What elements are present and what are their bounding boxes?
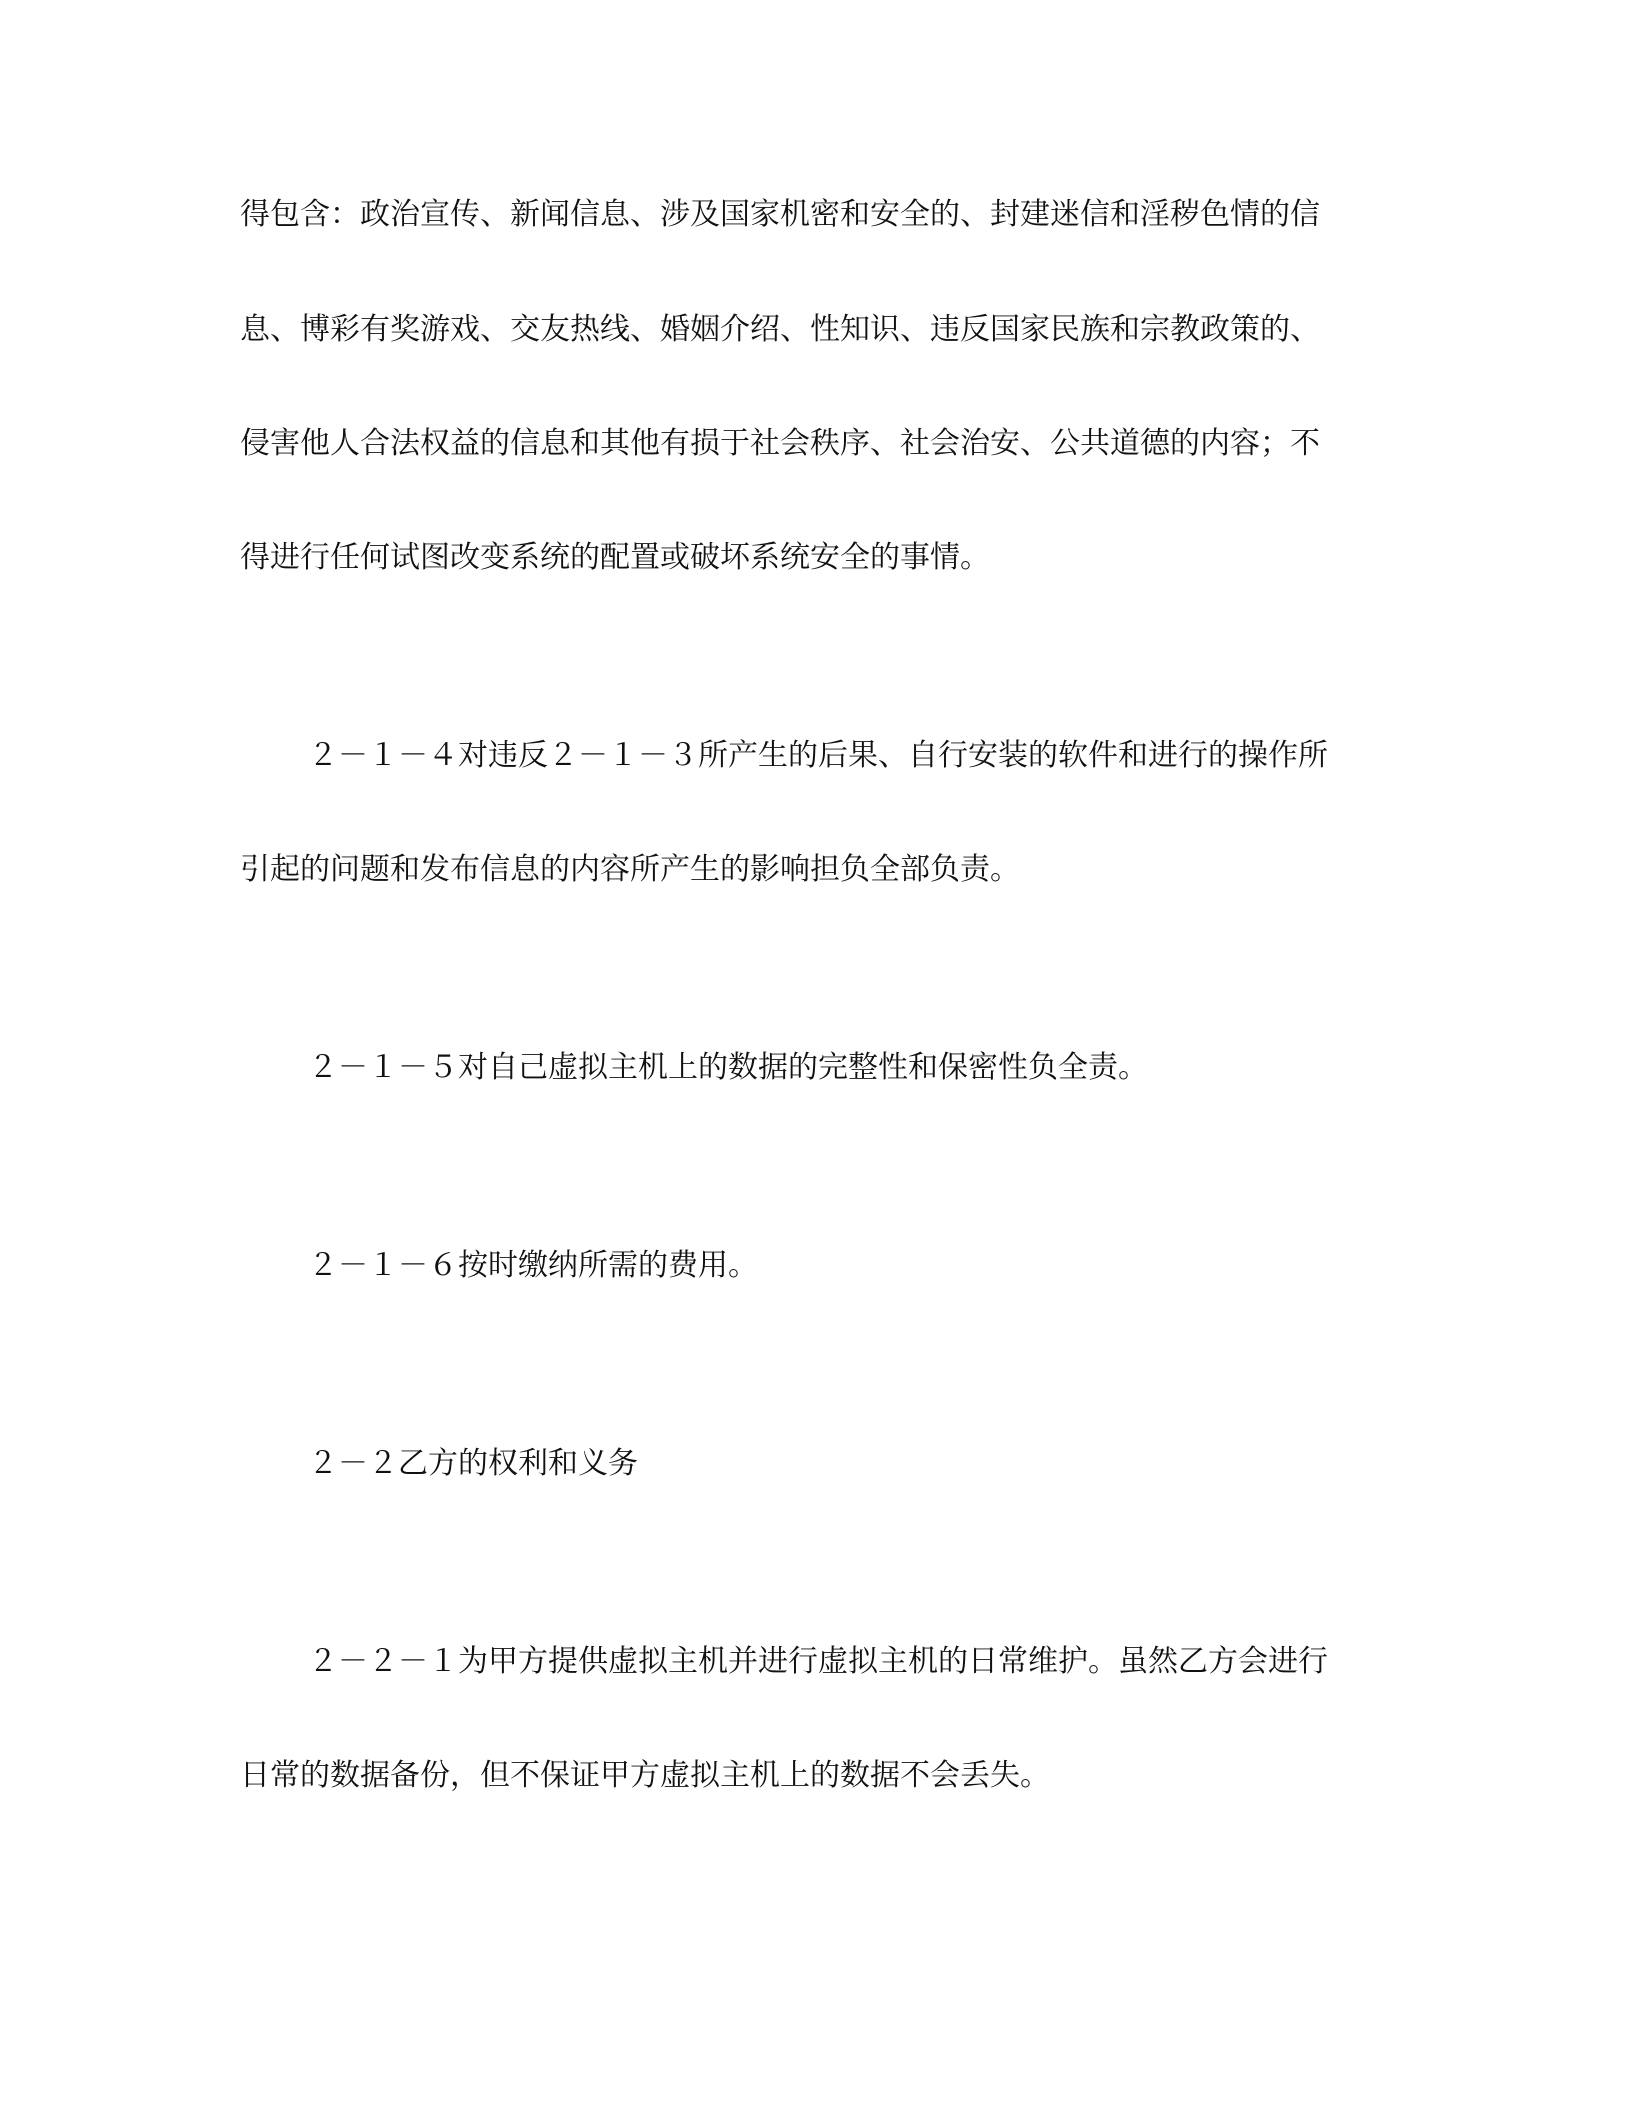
clause-2-2-1-continuation: 日常的数据备份，但不保证甲方虚拟主机上的数据不会丢失。 [240,1758,1050,1793]
clause-2-1-6: ２－１－６按时缴纳所需的费用。 [308,1248,758,1283]
paragraph-line: 得包含：政治宣传、新闻信息、涉及国家机密和安全的、封建迷信和淫秽色情的信 [240,197,1320,232]
clause-2-1-5: ２－１－５对自己虚拟主机上的数据的完整性和保密性负全责。 [308,1050,1148,1085]
paragraph-line: 息、博彩有奖游戏、交友热线、婚姻介绍、性知识、违反国家民族和宗教政策的、 [240,312,1320,347]
paragraph-line: 侵害他人合法权益的信息和其他有损于社会秩序、社会治安、公共道德的内容；不 [240,426,1320,461]
section-heading-2-2: ２－２乙方的权利和义务 [308,1446,638,1481]
clause-2-2-1-line: ２－２－１为甲方提供虚拟主机并进行虚拟主机的日常维护。虽然乙方会进行 [308,1644,1328,1679]
clause-2-1-4-continuation: 引起的问题和发布信息的内容所产生的影响担负全部负责。 [240,852,1020,887]
paragraph-line: 得进行任何试图改变系统的配置或破坏系统安全的事情。 [240,540,990,575]
clause-2-1-4-line: ２－１－４对违反２－１－３所产生的后果、自行安装的软件和进行的操作所 [308,738,1328,773]
